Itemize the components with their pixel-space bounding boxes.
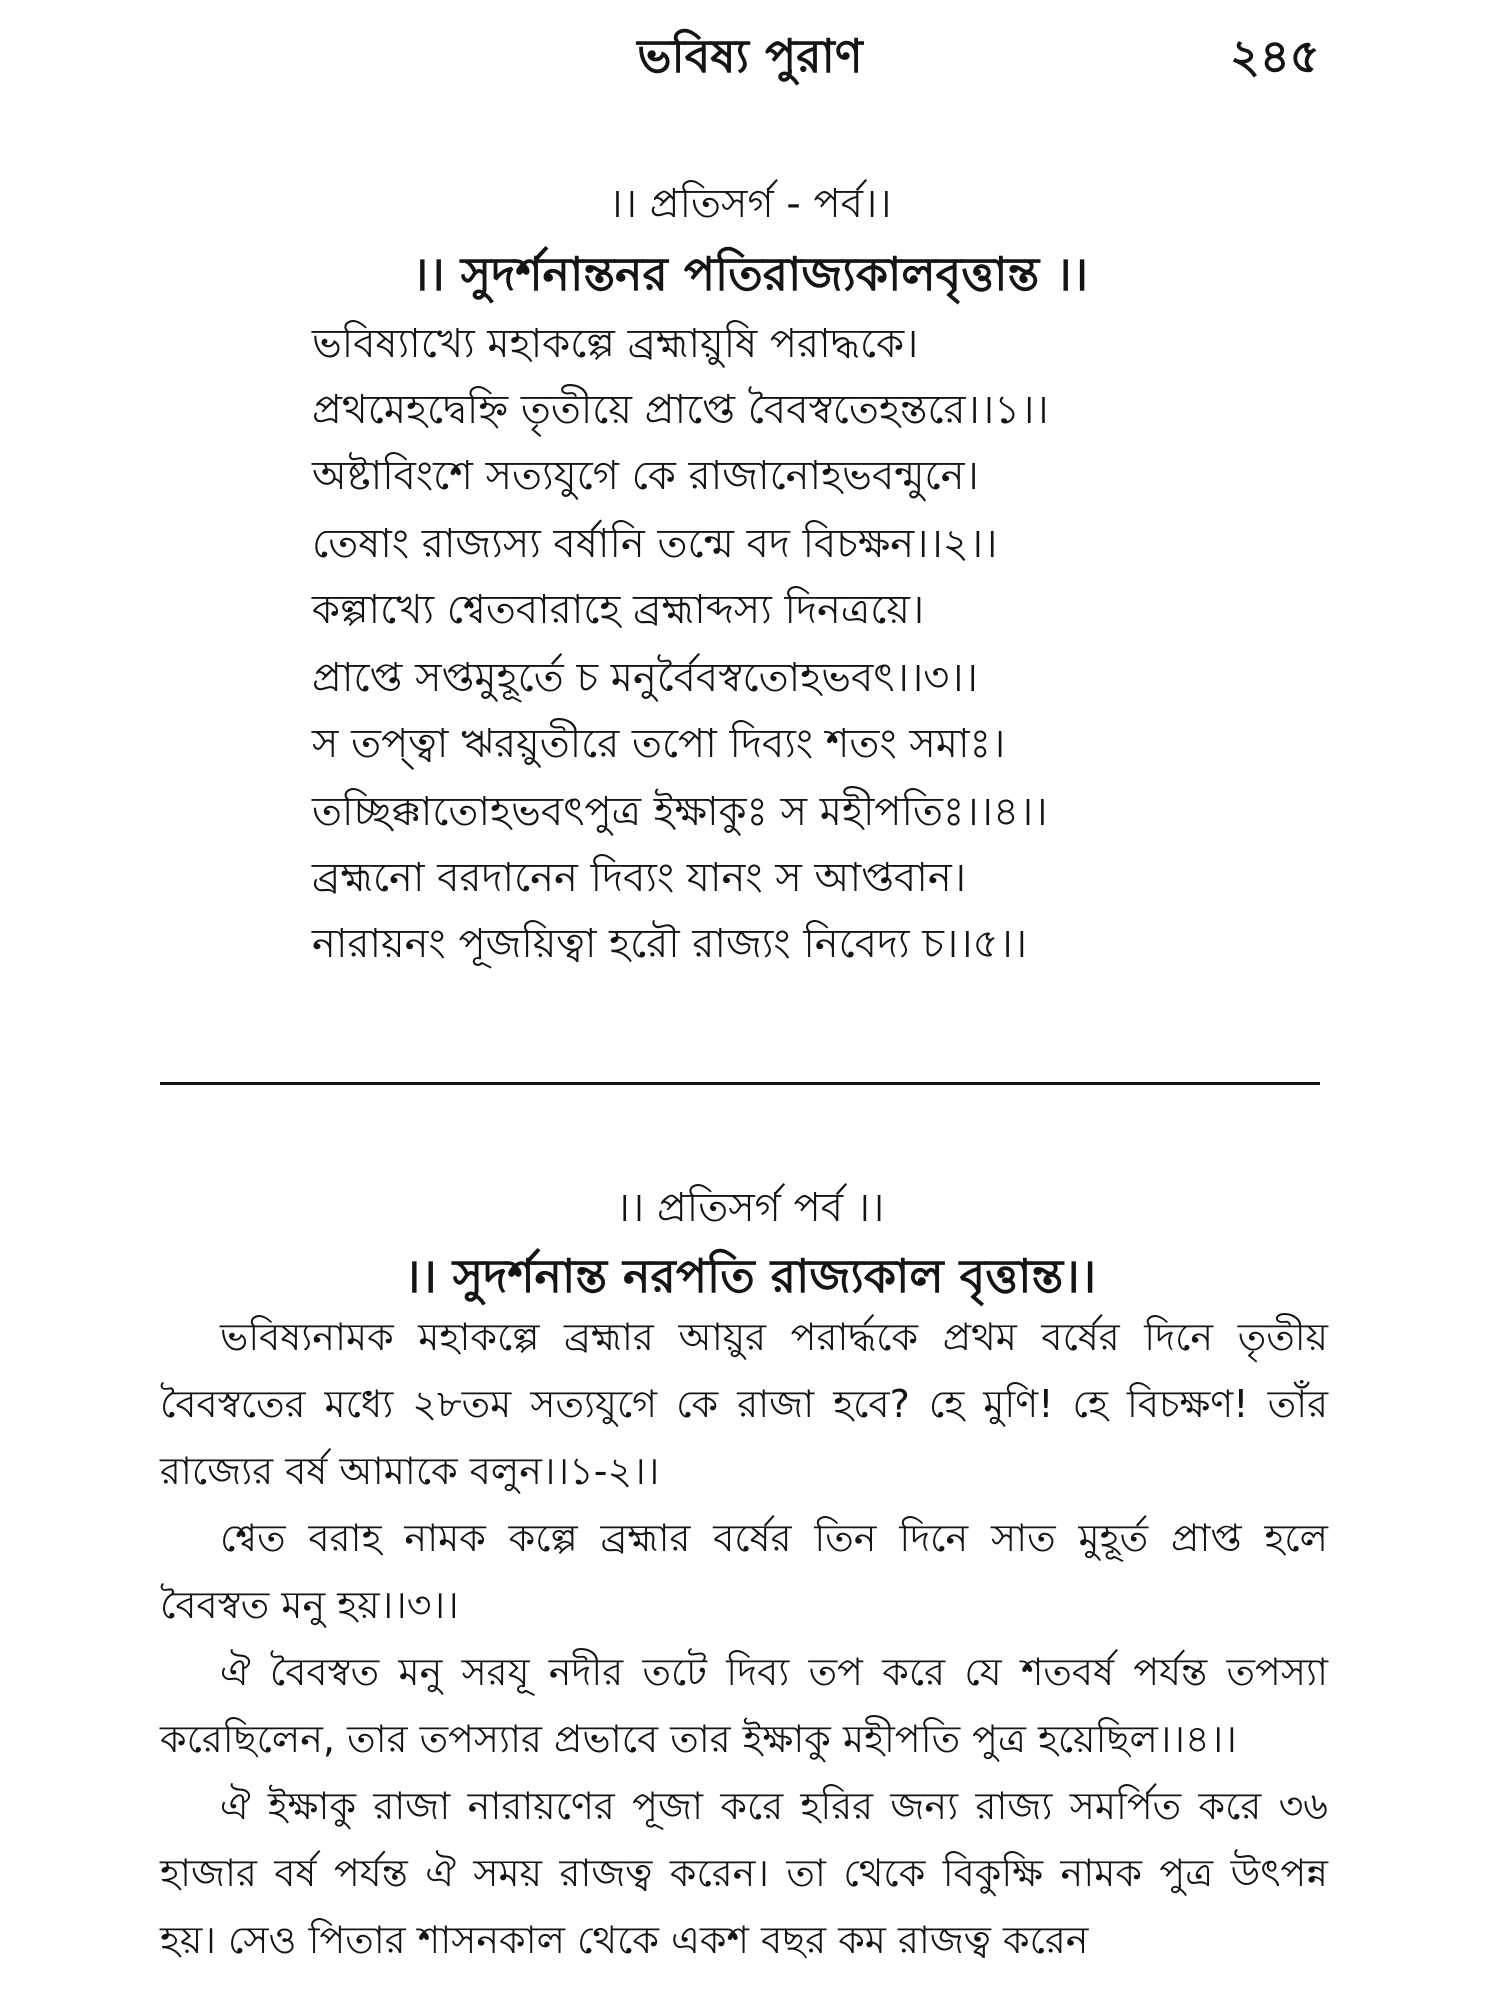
verse-line: ব্রহ্মনো বরদানেন দিব্যং যানং স আপ্তবান। — [312, 855, 967, 901]
translation-paragraph: শ্বেত বরাহ নামক কল্পে ব্রহ্মার বর্ষের তিন দিনে সাত মুহূর্ত প্রাপ্ত হলে বৈবস্বত মনু হয়।।৩।। — [160, 1516, 1328, 1627]
sanskrit-parva-heading: ।। প্রতিসর্গ - পর্ব।। — [608, 181, 892, 227]
verse-line: প্রাপ্তে সপ্তমুহূর্তে চ মনুর্বৈবস্বতোহভবৎ।।৩।। — [312, 655, 978, 701]
verse-line: প্রথমেহদ্বেহ্নি তৃতীয়ে প্রাপ্তে বৈবস্বতেহন্তরে।।১।। — [312, 387, 1049, 433]
bengali-chapter-heading: ।। সুদর্শনান্ত নরপতি রাজ্যকাল বৃত্তান্ত।। — [403, 1249, 1097, 1303]
translation-paragraph: ঐ বৈবস্বত মনু সরযূ নদীর তটে দিব্য তপ করে যে শতবর্ষ পর্যন্ত তপস্যা করেছিলেন, তার তপস্যার প্রভাবে তার ইক্ষাকু মহীপতি পুত্র হয়েছিল।।৪।। — [160, 1650, 1328, 1761]
verse-line: নারায়নং পূজয়িত্বা হরৌ রাজ্যং নিবেদ্য চ।।৫।। — [312, 921, 1028, 967]
verse-line: তচ্ছিক্কাতোহভবৎপুত্র ইক্ষাকুঃ স মহীপতিঃ।।৪।। — [312, 789, 1048, 835]
verse-line: স তপ্ত্বা ঋরয়ুতীরে তপো দিব্যং শতং সমাঃ। — [312, 721, 1006, 767]
running-title: ভবিষ্য পুরাণ — [637, 29, 863, 83]
verse-line: তেষাং রাজ্যস্য বর্ষানি তন্মে বদ বিচক্ষন।।২।। — [312, 521, 998, 567]
verse-line: ভবিষ্যাখ্যে মহাকল্পে ব্রহ্মায়ুষি পরাদ্ধকে। — [312, 321, 919, 367]
translation-paragraph: ঐ ইক্ষাকু রাজা নারায়ণের পূজা করে হরির জন্য রাজ্য সমর্পিত করে ৩৬ হাজার বর্ষ পর্যন্ত ঐ সময় রাজত্ব করেন। তা থেকে বিকুক্ষি নামক পুত্র উৎপন্ন হয়। সেও পিতার শাসনকাল থেকে একশ বছর কম রাজত্ব করেন — [160, 1784, 1328, 1962]
section-divider — [160, 1082, 1320, 1085]
page-number: ২৪৫ — [1230, 29, 1320, 83]
bengali-parva-heading: ।। প্রতিসর্গ পর্ব ।। — [615, 1185, 885, 1231]
verse-line: অষ্টাবিংশে সত্যযুগে কে রাজানোহভবন্মুনে। — [312, 453, 979, 499]
translation-paragraph: ভবিষ্যনামক মহাকল্পে ব্রহ্মার আয়ুর পরার্দ্ধকে প্রথম বর্ষের দিনে তৃতীয় বৈবস্বতের মধ্যে ২৮তম সত্যযুগে কে রাজা হবে? হে মুণি! হে বিচক্ষণ! তাঁর রাজ্যের বর্ষ আমাকে বলুন।।১-২।। — [160, 1315, 1328, 1493]
translation-body — [160, 1304, 1328, 1974]
sanskrit-chapter-heading: ।। সুদর্শনান্তনর পতিরাজ্যকালবৃত্তান্ত ।। — [411, 247, 1089, 301]
verse-line: কল্পাখ্যে শ্বেতবারাহে ব্রহ্মাব্দস্য দিনত্রয়ে। — [312, 587, 925, 633]
